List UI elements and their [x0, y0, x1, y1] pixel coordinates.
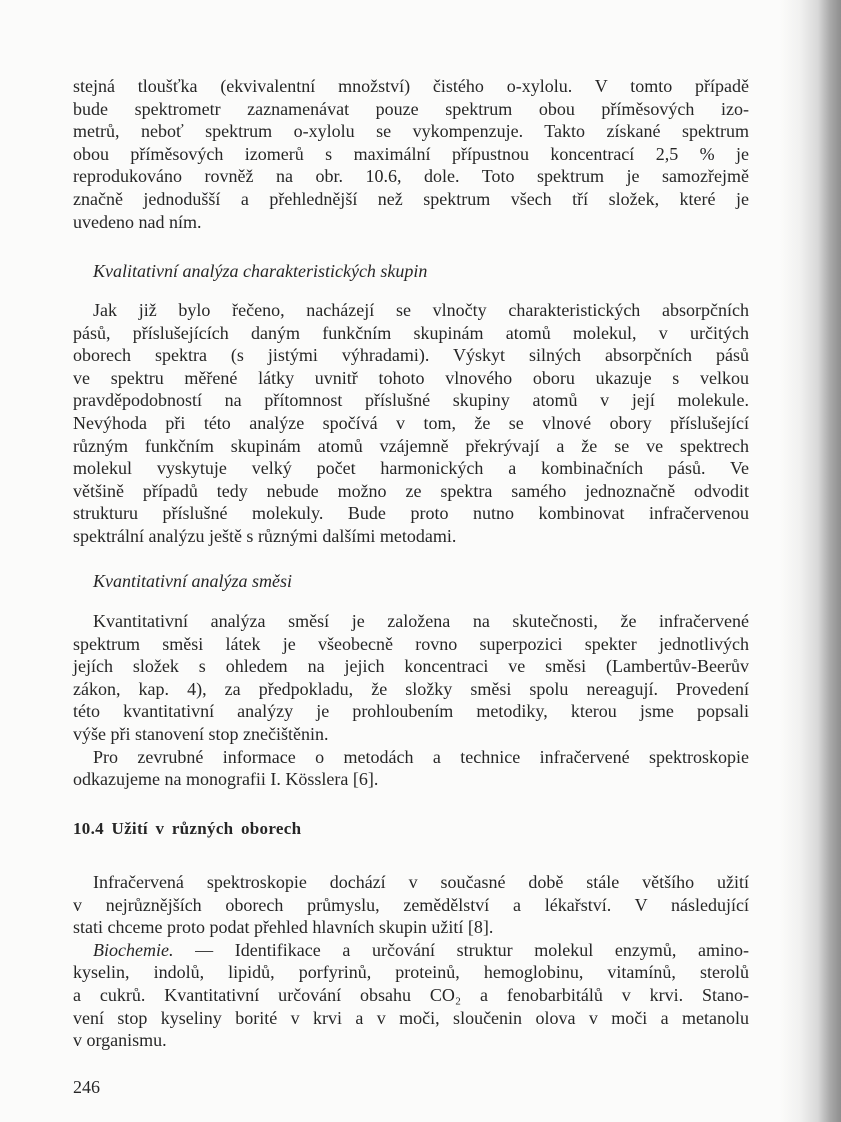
text-line: vení stop kyseliny borité v krvi a v moči, sloučenin olova v moči a metanolu	[73, 1007, 749, 1028]
text-line: Pro zevrubné informace o metodách a technice infračervené spektroskopie	[93, 746, 749, 767]
text-line: Nevýhoda při této analýze spočívá v tom, že se vlnové obory příslušející	[73, 412, 749, 433]
text-line: uvedeno nad ním.	[73, 211, 202, 232]
text-line: různým funkčním skupinám atomů vzájemně překrývají a že se ve spektrech	[73, 435, 749, 456]
text-line: stati chceme proto podat přehled hlavních skupin užití [8].	[73, 917, 494, 938]
text-line: kyselin, indolů, lipidů, porfyrinů, proteinů, hemoglobinu, vitamínů, sterolů	[73, 962, 749, 983]
text-line: a cukrů. Kvantitativní určování obsahu CO₂ a fenobarbitálů v krvi. Stano-	[73, 984, 749, 1005]
text-line: Infračervená spektroskopie dochází v současné době stále většího užití	[93, 872, 749, 892]
text-line: stejná tloušťka (ekvivalentní množství) čistého o-xylolu. V tomto případě	[73, 76, 749, 96]
page-number: 246	[73, 1077, 100, 1097]
text-line: výše při stanovení stop znečištěnin.	[73, 723, 329, 744]
text-line: jejích složek s ohledem na jejich koncentraci ve směsi (Lambertův-Beerův	[73, 656, 749, 677]
text-line: reprodukováno rovněž na obr. 10.6, dole. Toto spektrum je samozřejmě	[73, 166, 749, 187]
text-line: spektrum směsi látek je všeobecně rovno superpozici spekter jednotlivých	[73, 633, 749, 654]
text-line: této kvantitativní analýzy je prohloubením metodiky, kterou jsme popsali	[73, 701, 749, 722]
text-line: pravděpodobností na přítomnost příslušné skupiny atomů v její molekule.	[73, 390, 749, 411]
text-line: zákon, kap. 4), za předpokladu, že složky směsi spolu nereagují. Provedení	[73, 678, 749, 699]
text-line	[73, 939, 749, 962]
text-line: značně jednodušší a přehlednější než spektrum všech tří složek, které je	[73, 188, 749, 209]
text-run: — Identifikace a určování struktur molekul enzymů, amino-	[173, 939, 749, 960]
paragraph-1	[73, 75, 749, 233]
text-line: obou příměsových izomerů s maximální přípustnou koncentrací 2,5 % je	[73, 143, 749, 164]
subheading-quantitative-analysis: Kvantitativní analýza směsi	[93, 571, 292, 591]
text-line: strukturu příslušné molekuly. Bude proto nutno kombinovat infračervenou	[73, 503, 749, 524]
text-line: bude spektrometr zaznamenávat pouze spektrum obou příměsových izo-	[73, 98, 749, 119]
text-line: v nejrůznějších oborech průmyslu, zemědělství a lékařství. V následující	[73, 894, 749, 915]
paragraph-3	[73, 610, 749, 791]
text-line: většině případů tedy nebude možno ze spektra samého jednoznačně odvodit	[73, 480, 749, 501]
run-in-heading-biochemistry: Biochemie.	[93, 939, 174, 960]
text-line: odkazujeme na monografii I. Kösslera [6].	[73, 769, 379, 790]
paragraph-2	[73, 299, 749, 548]
text-line: molekul vyskytuje velký počet harmonických a kombinačních pásů. Ve	[73, 458, 749, 479]
text-line: spektrální analýzu ještě s různými dalšími metodami.	[73, 525, 457, 546]
text-line: Jak již bylo řečeno, nacházejí se vlnočty charakteristických absorpčních	[93, 300, 749, 320]
text-line: ve spektru měřené látky uvnitř tohoto vlnového oboru ukazuje s velkou	[73, 367, 749, 388]
text-line: metrů, neboť spektrum o-xylolu se vykompenzuje. Takto získané spektrum	[73, 121, 749, 142]
section-heading: 10.4 Užití v různých oborech	[73, 819, 302, 838]
text-line: oborech spektra (s jistými výhradami). Výskyt silných absorpčních pásů	[73, 345, 749, 366]
text-line: Kvantitativní analýza směsí je založena na skutečnosti, že infračervené	[93, 611, 749, 631]
subheading-qualitative-analysis: Kvalitativní analýza charakteristických skupin	[93, 261, 428, 281]
text-line: pásů, příslušejících daným funkčním skupinám atomů molekul, v určitých	[73, 322, 749, 343]
paragraph-4	[73, 871, 749, 1052]
text-line: v organismu.	[73, 1030, 167, 1051]
